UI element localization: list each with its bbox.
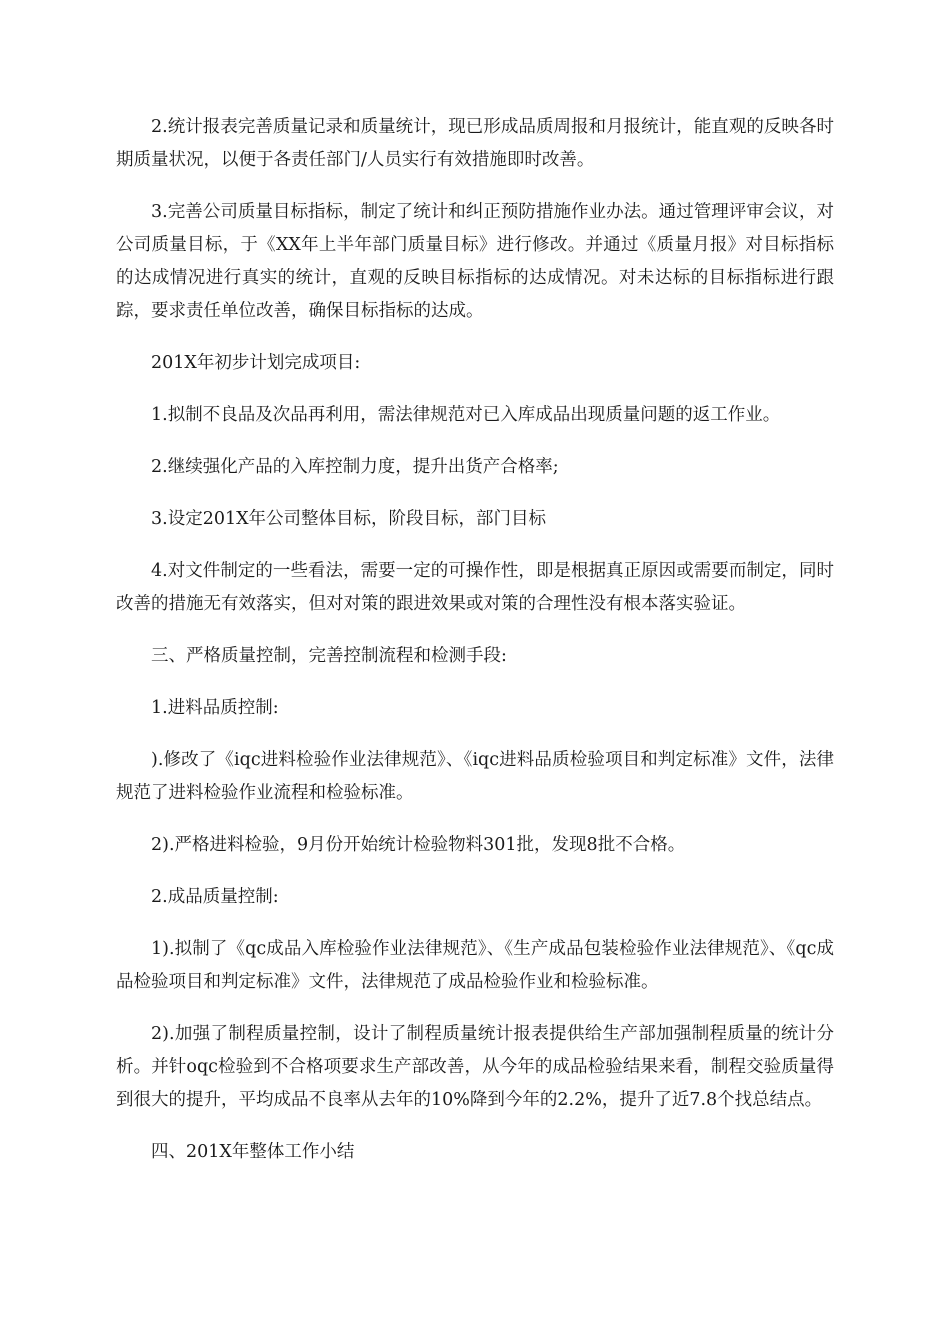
section-heading-summary: 四、201X年整体工作小结 — [151, 1142, 355, 1162]
document-body — [116, 111, 834, 1188]
paragraph-process-control: 2).加强了制程质量控制，设计了制程质量统计报表提供给生产部加强制程质量的统计分析。并针oqc检验到不合格项要求生产部改善，从今年的成品检验结果来看，制程交验质量得到很大的提升，平均成品不良率从去年的10%降到今年的2.2%，提升了近7.8个找总结点。 — [116, 1024, 834, 1110]
paragraph-qc-specs: 1).拟制了《qc成品入库检验作业法律规范》、《生产成品包装检验作业法律规范》、《qc成品检验项目和判定标准》文件，法律规范了成品检验作业和检验标准。 — [116, 939, 834, 992]
paragraph-plan-item-2: 2.继续强化产品的入库控制力度，提升出货产合格率; — [151, 457, 559, 477]
paragraph-plan-item-1: 1.拟制不良品及次品再利用，需法律规范对已入库成品出现质量问题的返工作业。 — [151, 405, 781, 425]
paragraph-quality-targets: 3.完善公司质量目标指标，制定了统计和纠正预防措施作业办法。通过管理评审会议，对公司质量目标，于《XX年上半年部门质量目标》进行修改。并通过《质量月报》对目标指标的达成情况进行真实的统计，直观的反映目标指标的达成情况。对未达标的目标指标进行跟踪，要求责任单位改善，确保目标指标的达成。 — [116, 202, 834, 321]
subheading-incoming-control: 1.进料品质控制: — [151, 698, 279, 718]
paragraph-plan-item-4: 4.对文件制定的一些看法，需要一定的可操作性，即是根据真正原因或需要而制定，同时改善的措施无有效落实，但对对策的跟进效果或对策的合理性没有根本落实验证。 — [116, 561, 834, 614]
paragraph-plan-item-3: 3.设定201X年公司整体目标，阶段目标，部门目标 — [151, 509, 547, 529]
paragraph-plan-heading: 201X年初步计划完成项目: — [151, 353, 361, 373]
subheading-finished-product-control: 2.成品质量控制: — [151, 887, 279, 907]
paragraph-incoming-inspection: 2).严格进料检验，9月份开始统计检验物料301批，发现8批不合格。 — [151, 835, 686, 855]
paragraph-iqc-revision: ).修改了《iqc进料检验作业法律规范》、《iqc进料品质检验项目和判定标准》文件，法律规范了进料检验作业流程和检验标准。 — [116, 750, 834, 803]
paragraph-statistics-report: 2.统计报表完善质量记录和质量统计，现已形成品质周报和月报统计，能直观的反映各时期质量状况，以便于各责任部门/人员实行有效措施即时改善。 — [116, 117, 834, 170]
section-heading-quality-control: 三、严格质量控制，完善控制流程和检测手段: — [151, 646, 507, 666]
